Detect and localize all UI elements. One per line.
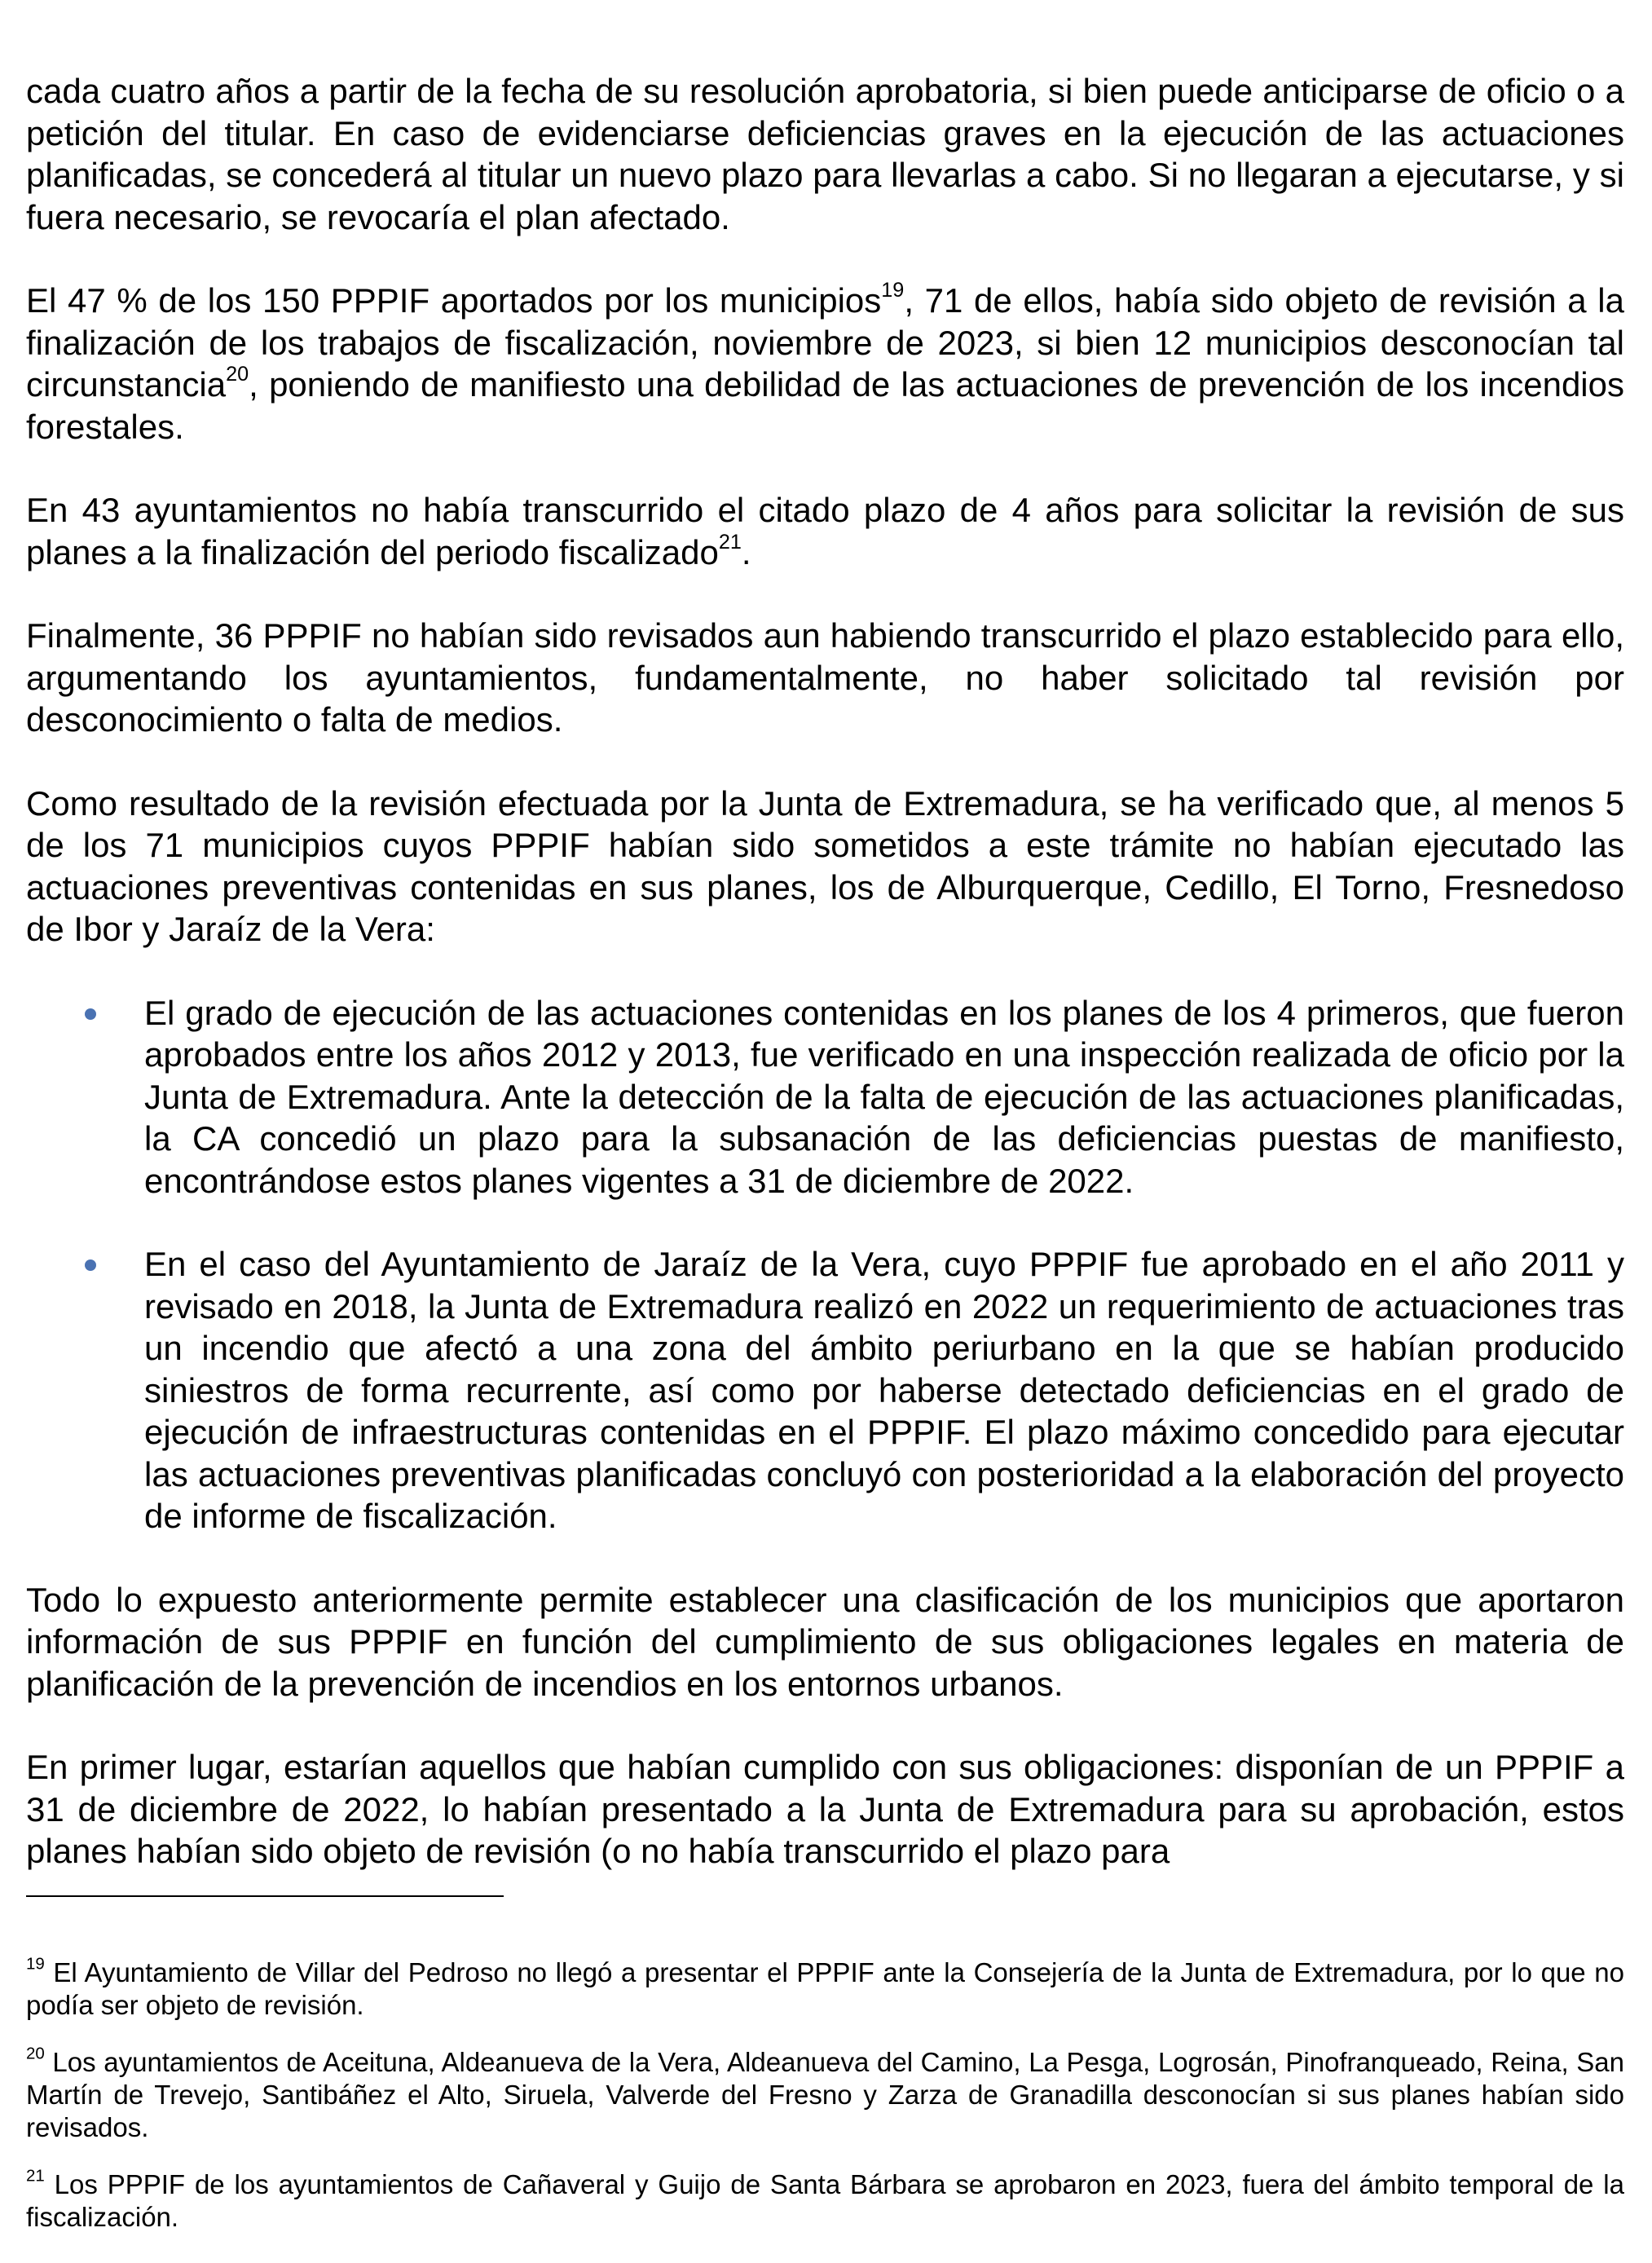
footnote-text: Los ayuntamientos de Aceituna, Aldeanueva de la Vera, Aldeanueva del Camino, La Pesga, Logrosán, Pinofranqueado, Reina, San Martín de Trevejo, Santibáñez el Alto, Siruela, Valverde del Fresno y Zarza de Granadilla desconocían si sus planes habían sido revisados.: [26, 2046, 1624, 2142]
bullet-text: El grado de ejecución de las actuaciones contenidas en los planes de los 4 primeros, que fueron aprobados entre los años 2012 y 2013, fue verificado en una inspección realizada de oficio por la Junta de Extremadura. Ante la detección de la falta de ejecución de las actuaciones planificadas, la CA concedió un plazo para la subsanación de las deficiencias puestas de manifiesto, encontrándose estos planes vigentes a 31 de diciembre de 2022.: [144, 993, 1624, 1200]
footnote-number: 21: [26, 2166, 45, 2186]
bullet-item: [26, 1243, 1624, 1537]
footnote-ref-21[interactable]: 21: [718, 530, 742, 554]
text-run: El 47 % de los 150 PPPIF aportados por los municipios: [26, 281, 882, 320]
paragraph-not-revised: Finalmente, 36 PPPIF no habían sido revisados aun habiendo transcurrido el plazo establecido para ello, argumentando los ayuntamientos, fundamentalmente, no haber solicitado tal revisión por desconocimiento o falta de medios.: [26, 616, 1624, 739]
document-page: [26, 70, 1624, 2258]
paragraph-classification: Todo lo expuesto anteriormente permite establecer una clasificación de los municipios que aportaron información de sus PPPIF en función del cumplimiento de sus obligaciones legales en materia de planificación de la prevención de incendios en los entornos urbanos.: [26, 1580, 1624, 1703]
footnote-number: 19: [26, 1954, 45, 1974]
paragraph-pending-period: [26, 489, 1624, 573]
footnote-ref-19[interactable]: 19: [881, 279, 905, 302]
bullet-text: En el caso del Ayuntamiento de Jaraíz de la Vera, cuyo PPPIF fue aprobado en el año 2011 y revisado en 2018, la Junta de Extremadura realizó en 2022 un requerimiento de actuaciones tras un incendio que afectó a una zona del ámbito periurbano en la que se habían producido siniestros de forma recurrente, así como por haberse detectado deficiencias en el grado de ejecución de infraestructuras contenidas en el PPPIF. El plazo máximo concedido para ejecutar las actuaciones preventivas planificadas concluyó con posterioridad a la elaboración del proyecto de informe de fiscalización.: [144, 1245, 1624, 1535]
text-run: , 71 de ellos, había sido objeto de revisión a la finalización de los trabajos de fiscalización, noviembre de 2023, si bien 12 municipios desconocían tal circunstancia: [26, 281, 1624, 404]
footnote-separator: [26, 1895, 504, 1897]
text-run: , poniendo de manifiesto una debilidad de las actuaciones de prevención de los incendios forestales.: [26, 365, 1624, 446]
paragraph-revised-plans: [26, 280, 1624, 448]
footnote-text: Los PPPIF de los ayuntamientos de Cañaveral y Guijo de Santa Bárbara se aprobaron en 2023, fuera del ámbito temporal de la fiscalización.: [26, 2168, 1624, 2232]
paragraph-first-group: En primer lugar, estarían aquellos que habían cumplido con sus obligaciones: disponían de un PPPIF a 31 de diciembre de 2022, lo habían presentado a la Junta de Extremadura para su aprobación, estos planes habían sido objeto de revisión (o no había transcurrido el plazo para: [26, 1748, 1624, 1870]
bullet-icon: [85, 1259, 96, 1271]
footnote-21: [26, 2168, 1624, 2234]
bullet-icon: [85, 1008, 96, 1020]
footnote-20: [26, 2046, 1624, 2144]
text-run: En 43 ayuntamientos no había transcurrido el citado plazo de 4 años para solicitar la revisión de sus planes a la finalización del periodo fiscalizado: [26, 491, 1624, 571]
footnote-text: El Ayuntamiento de Villar del Pedroso no llegó a presentar el PPPIF ante la Consejería de la Junta de Extremadura, por lo que no podía ser objeto de revisión.: [26, 1956, 1624, 2020]
text-run: .: [741, 532, 751, 571]
bullet-list: [26, 992, 1624, 1537]
bullet-item: [26, 992, 1624, 1202]
footnote-19: [26, 1956, 1624, 2022]
footnote-ref-20[interactable]: 20: [226, 363, 249, 386]
paragraph-review-period: cada cuatro años a partir de la fecha de su resolución aprobatoria, si bien puede anticiparse de oficio o a petición del titular. En caso de evidenciarse deficiencias graves en la ejecución de las actuaciones planificadas, se concederá al titular un nuevo plazo para llevarlas a cabo. Si no llegaran a ejecutarse, y si fuera necesario, se revocaría el plan afectado.: [26, 72, 1624, 236]
paragraph-review-result: Como resultado de la revisión efectuada por la Junta de Extremadura, se ha verificado que, al menos 5 de los 71 municipios cuyos PPPIF habían sido sometidos a este trámite no habían ejecutado las actuaciones preventivas contenidas en sus planes, los de Alburquerque, Cedillo, El Torno, Fresnedoso de Ibor y Jaraíz de la Vera:: [26, 783, 1624, 948]
footnote-number: 20: [26, 2044, 45, 2063]
